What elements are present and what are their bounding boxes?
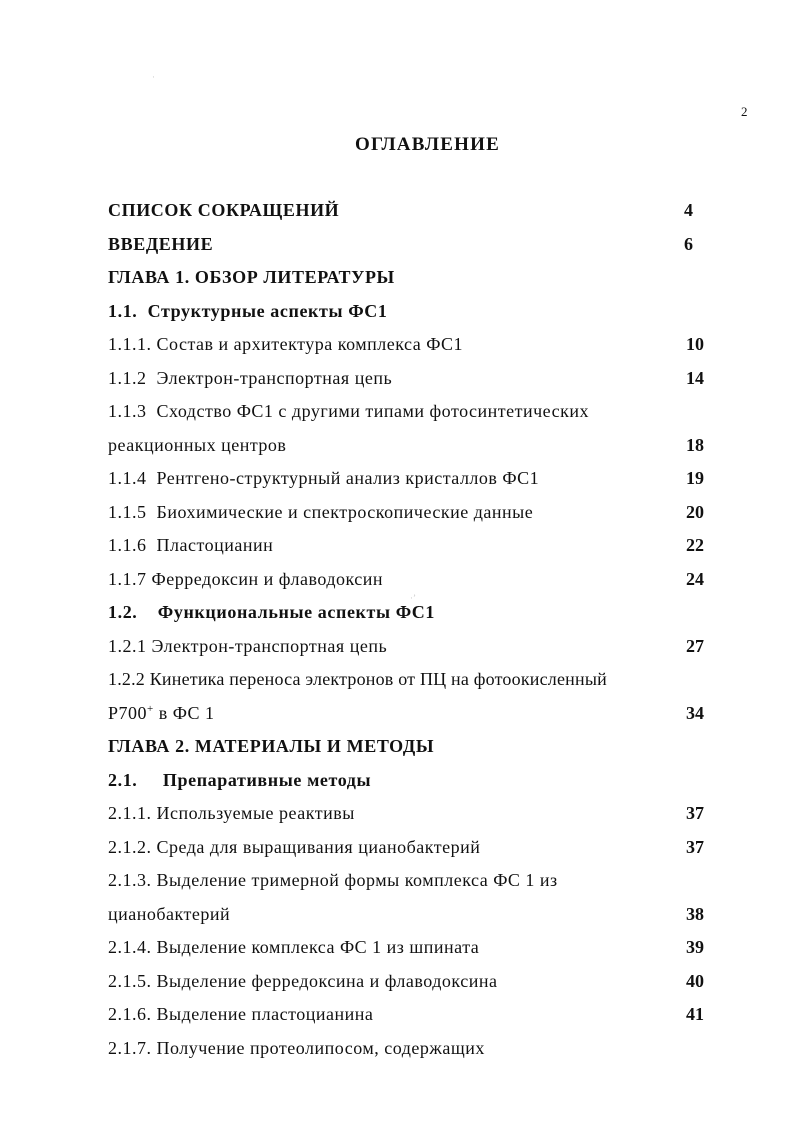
toc-entry-page: 39 bbox=[686, 937, 704, 957]
toc-entry-label: 2.1.5. Выделение ферредоксина и флаводоксина bbox=[108, 970, 498, 991]
toc-entry bbox=[108, 596, 704, 630]
toc-entry-page: 34 bbox=[686, 702, 704, 723]
toc-entry-page: 38 bbox=[686, 903, 704, 924]
toc-entry-label: 2.1.7. Получение протеолипосом, содержащих bbox=[108, 1037, 485, 1058]
toc-entry-page: 40 bbox=[686, 970, 704, 991]
toc-entry-label: 2.1.2. Среда для выращивания цианобактерий bbox=[108, 836, 481, 857]
toc-entry-page: 19 bbox=[686, 468, 704, 488]
p700-superscript: + bbox=[147, 702, 154, 715]
toc-entry-label: 2.1. Препаративные методы bbox=[108, 769, 372, 790]
toc-entry-label: цианобактерий bbox=[108, 903, 231, 924]
toc-entry-page: 14 bbox=[686, 367, 704, 388]
toc-entry bbox=[108, 429, 704, 463]
p700-tail: в ФС 1 bbox=[153, 702, 215, 723]
toc-entry bbox=[108, 797, 704, 831]
toc-entry bbox=[108, 630, 704, 664]
toc-entry-label: 1.1.7 Ферредоксин и флаводоксин bbox=[108, 568, 384, 589]
toc-entry-label: 2.1.1. Используемые реактивы bbox=[108, 803, 355, 823]
toc-entry bbox=[108, 228, 704, 262]
page-number: 2 bbox=[741, 104, 748, 119]
toc-entry-page: 10 bbox=[686, 334, 704, 354]
toc-entry-label: 2.1.4. Выделение комплекса ФС 1 из шпината bbox=[108, 937, 480, 957]
toc-title: ОГЛАВЛЕНИЕ bbox=[355, 134, 500, 155]
toc-entry-page: 37 bbox=[686, 803, 704, 823]
toc-entry bbox=[108, 663, 704, 697]
toc-entry-label: 1.1.4 Рентгено-структурный анализ кристаллов ФС1 bbox=[108, 468, 540, 488]
table-of-contents bbox=[108, 194, 704, 1065]
toc-entry bbox=[108, 697, 704, 731]
toc-entry-label: 1.2. Функциональные аспекты ФС1 bbox=[108, 602, 435, 622]
toc-entry-label: 1.2.1 Электрон-транспортная цепь bbox=[108, 635, 388, 656]
toc-entry-page: 6 bbox=[684, 233, 693, 254]
toc-entry bbox=[108, 931, 704, 965]
toc-entry bbox=[108, 362, 704, 396]
scan-speck: · bbox=[152, 72, 155, 82]
toc-entry-label: ВВЕДЕНИЕ bbox=[108, 233, 214, 254]
toc-entry-page: 18 bbox=[686, 434, 704, 455]
toc-entry-label: реакционных центров bbox=[108, 434, 287, 455]
toc-entry-page: 22 bbox=[686, 535, 704, 555]
toc-entry-label: 1.2.2 Кинетика переноса электронов от ПЦ на фотоокисленный bbox=[108, 669, 607, 689]
toc-entry-label: 1.1.5 Биохимические и спектроскопические данные bbox=[108, 501, 534, 522]
toc-entry-label: 1.1.1. Состав и архитектура комплекса ФС1 bbox=[108, 334, 463, 354]
toc-entry bbox=[108, 194, 704, 228]
toc-entry bbox=[108, 328, 704, 362]
toc-entry-page: 41 bbox=[686, 1004, 704, 1024]
toc-entry-label: СПИСОК СОКРАЩЕНИЙ bbox=[108, 200, 340, 220]
toc-entry-label: 2.1.3. Выделение тримерной формы комплекса ФС 1 из bbox=[108, 870, 558, 890]
toc-entry-page: 27 bbox=[686, 635, 704, 656]
toc-entry bbox=[108, 831, 704, 865]
toc-entry-label: 1.1.6 Пластоцианин bbox=[108, 535, 274, 555]
toc-entry-page: 20 bbox=[686, 501, 704, 522]
toc-entry bbox=[108, 965, 704, 999]
toc-entry-label: ГЛАВА 1. ОБЗОР ЛИТЕРАТУРЫ bbox=[108, 267, 395, 287]
toc-entry-label: 1.1.2 Электрон-транспортная цепь bbox=[108, 367, 393, 388]
toc-entry-label bbox=[108, 697, 214, 731]
toc-entry-label: 2.1.6. Выделение пластоцианина bbox=[108, 1004, 374, 1024]
toc-entry bbox=[108, 563, 704, 597]
toc-entry bbox=[108, 998, 704, 1032]
toc-entry bbox=[108, 295, 704, 329]
p700-label: Р700 bbox=[108, 702, 148, 723]
toc-entry bbox=[108, 898, 704, 932]
toc-entry bbox=[108, 1032, 704, 1066]
toc-entry bbox=[108, 864, 704, 898]
toc-entry bbox=[108, 462, 704, 496]
toc-entry bbox=[108, 395, 704, 429]
toc-entry-label: 1.1.3 Сходство ФС1 с другими типами фотосинтетических bbox=[108, 401, 589, 421]
toc-entry-page: 37 bbox=[686, 836, 704, 857]
toc-entry bbox=[108, 764, 704, 798]
toc-entry bbox=[108, 261, 704, 295]
toc-entry bbox=[108, 730, 704, 764]
toc-entry-label: ГЛАВА 2. МАТЕРИАЛЫ И МЕТОДЫ bbox=[108, 736, 435, 756]
toc-entry-page: 4 bbox=[684, 200, 693, 220]
scan-speck: ·’ bbox=[410, 593, 416, 603]
toc-entry bbox=[108, 529, 704, 563]
toc-entry bbox=[108, 496, 704, 530]
toc-entry-label: 1.1. Структурные аспекты ФС1 bbox=[108, 300, 388, 321]
toc-entry-page: 24 bbox=[686, 568, 704, 589]
